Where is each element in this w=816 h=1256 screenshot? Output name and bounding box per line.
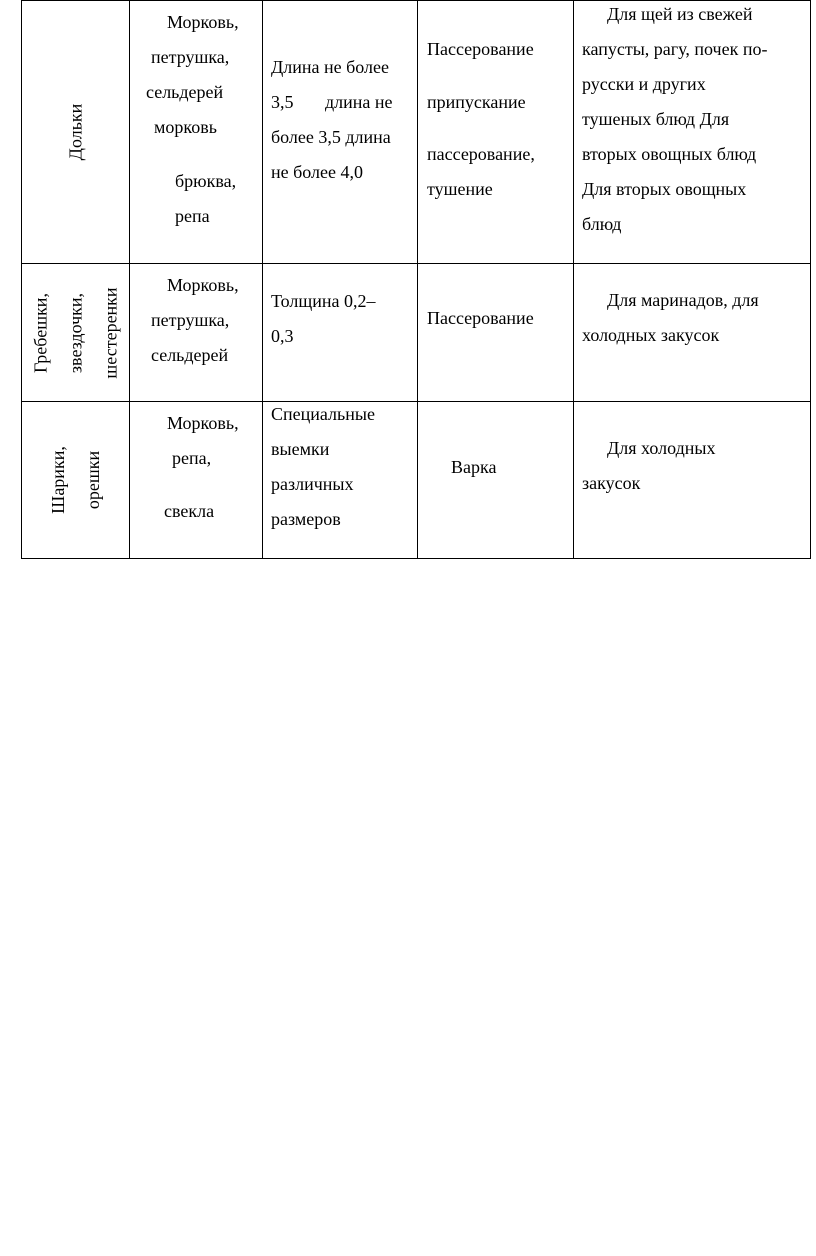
vegetables-cell: Морковь, репа, свекла: [130, 402, 263, 559]
shape-label: Шарики, орешки: [47, 446, 103, 514]
size-cell: Толщина 0,2– 0,3: [263, 264, 418, 402]
table-row: [22, 402, 811, 559]
vegetable-line: морковь: [154, 117, 217, 137]
size-cell: Длина не более 3,5 длина не более 3,5 длина не более 4,0: [263, 1, 418, 264]
processing-cell: Пассерование: [418, 264, 574, 402]
vegetable-line: Морковь,: [167, 12, 239, 32]
shape-cell: [22, 1, 130, 264]
processing-cell: Варка: [418, 402, 574, 559]
vegetable-line: брюква,: [175, 171, 237, 191]
vegetable-line: сельдерей: [146, 82, 224, 102]
processing-cell: Пассерование припускание пассерование, тушение: [418, 1, 574, 264]
shape-cell: [22, 264, 130, 402]
shape-cell: [22, 402, 130, 559]
table-row: [22, 264, 811, 402]
usage-cell: Для щей из свежей капусты, рагу, почек по- русски и других тушеных блюд Для вторых овощных блюд Для вторых овощных блюд: [574, 1, 811, 264]
usage-cell: Для холодных закусок: [574, 402, 811, 559]
shape-label: Дольки: [65, 103, 85, 161]
table-row: [22, 1, 811, 264]
vegetable-cuts-table: [21, 0, 811, 559]
size-cell: Специальные выемки различных размеров: [263, 402, 418, 559]
vegetable-line: петрушка,: [151, 47, 230, 67]
shape-label: Гребешки, звездочки, шестеренки: [30, 286, 120, 379]
vegetables-cell: Морковь, петрушка, сельдерей: [130, 264, 263, 402]
vegetables-cell: [130, 1, 263, 264]
usage-cell: Для маринадов, для холодных закусок: [574, 264, 811, 402]
vegetable-line: репа: [175, 206, 210, 226]
